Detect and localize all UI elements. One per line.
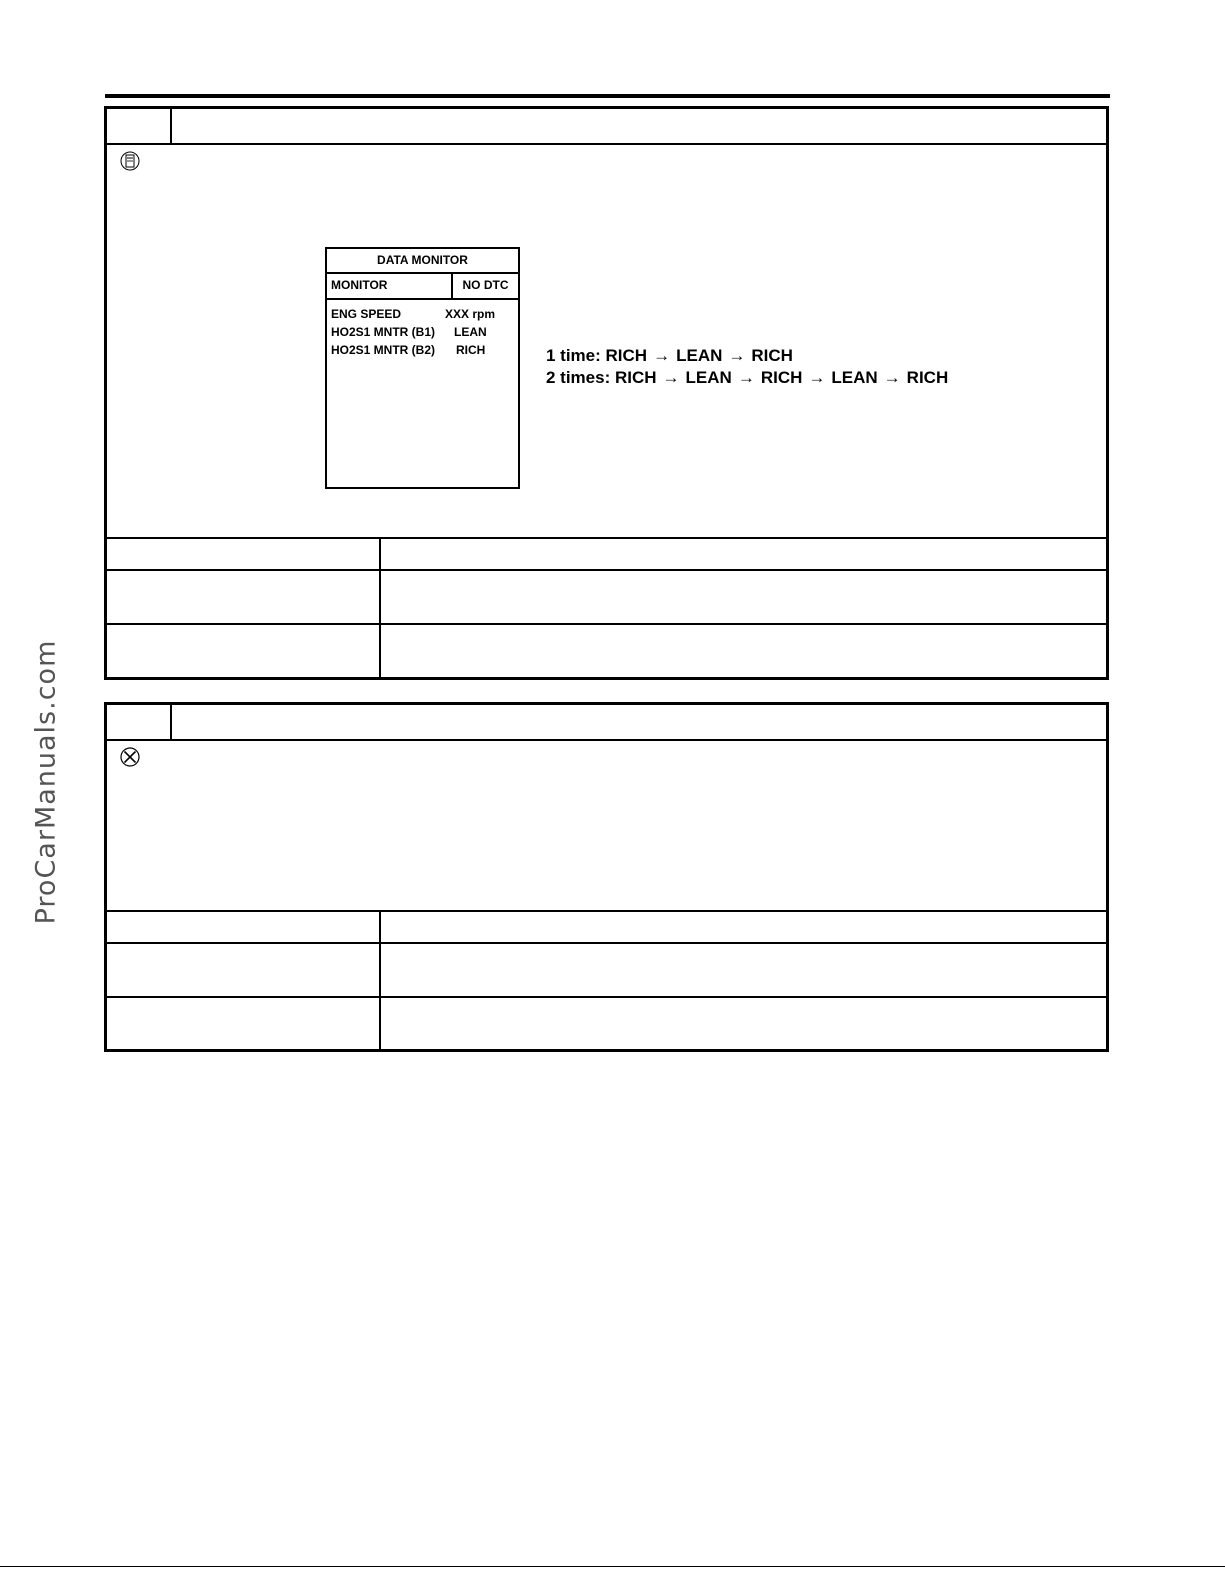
cycle-step: RICH (605, 346, 648, 365)
top-rule (105, 94, 1110, 98)
cycle-step: RICH (760, 368, 803, 387)
cycle-prefix: 1 time: (546, 346, 601, 365)
monitor-item-value: RICH (456, 343, 486, 357)
cycle-step: RICH (614, 368, 657, 387)
watermark: ProCarManuals.com (30, 639, 62, 925)
cycle-prefix: 2 times: (546, 368, 611, 387)
procedure-header-2 (107, 705, 1106, 741)
procedure-step-cell-2 (107, 705, 172, 739)
cycle-step: RICH (906, 368, 949, 387)
monitor-item-value: LEAN (454, 325, 487, 339)
procedure-box-2 (104, 702, 1109, 1052)
monitor-item-label: HO2S1 MNTR (B2) (331, 343, 436, 357)
monitor-item-label: HO2S1 MNTR (B1) (331, 325, 436, 339)
arrow-right-icon: → (728, 346, 746, 365)
arrow-right-icon: → (737, 368, 755, 387)
no-tools-icon (120, 747, 140, 767)
table-row (107, 537, 1106, 569)
arrow-right-icon: → (653, 346, 671, 365)
cycle-step: RICH (751, 346, 793, 365)
monitor-row (331, 341, 514, 359)
table-row (107, 910, 1106, 942)
bottom-rule (0, 1566, 1225, 1567)
monitor-tab: MONITOR (331, 278, 388, 292)
procedure-header-1 (107, 109, 1106, 145)
monitor-row (331, 305, 514, 323)
arrow-right-icon: → (808, 368, 826, 387)
table-row (107, 623, 1106, 679)
cycle-line-1 (546, 346, 793, 366)
arrow-right-icon: → (883, 368, 901, 387)
data-monitor-title: DATA MONITOR (327, 249, 518, 274)
monitor-row (331, 323, 514, 341)
cycle-step: LEAN (685, 368, 732, 387)
data-monitor-screen (325, 247, 520, 489)
table-row (107, 569, 1106, 623)
monitor-item-value: XXX rpm (445, 307, 496, 321)
cycle-line-2 (546, 368, 948, 388)
procedure-box-1 (104, 106, 1109, 680)
consult-tester-icon (120, 151, 140, 171)
monitor-item-label: ENG SPEED (331, 307, 402, 321)
table-row (107, 942, 1106, 996)
cycle-step: LEAN (676, 346, 723, 365)
procedure-step-cell-1 (107, 109, 172, 143)
no-dtc-tab: NO DTC (462, 278, 509, 292)
cycle-step: LEAN (831, 368, 878, 387)
table-row (107, 996, 1106, 1051)
arrow-right-icon: → (662, 368, 680, 387)
data-monitor-tab-bar (327, 272, 518, 300)
